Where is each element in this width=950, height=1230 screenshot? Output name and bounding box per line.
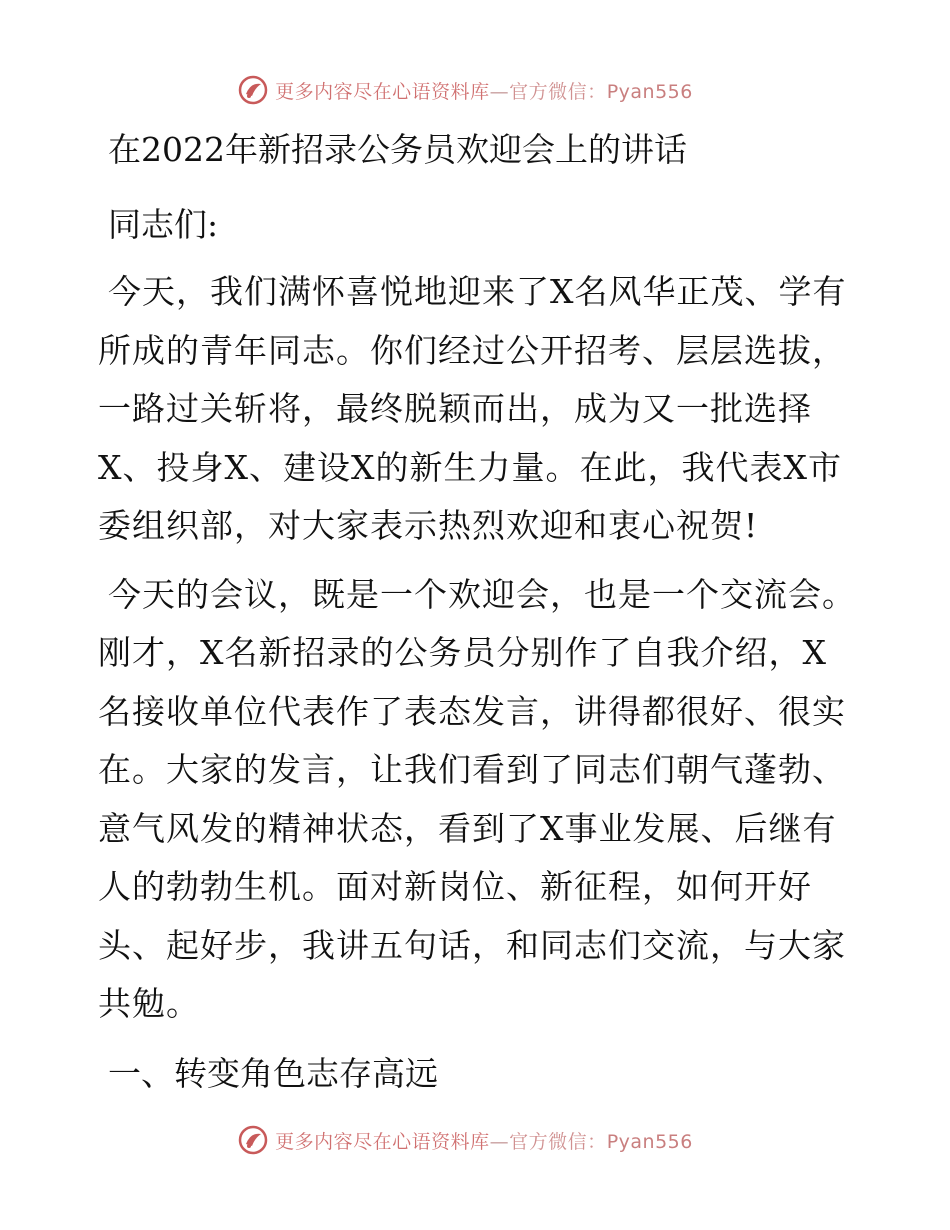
watermark-contact-id: Pyan556 bbox=[606, 80, 693, 103]
red-swirl-logo-icon bbox=[237, 74, 269, 106]
paragraph-1: 今天，我们满怀喜悦地迎来了X名风华正茂、学有所成的青年同志。你们经过公开招考、层层选拔，一路过关斩将，最终脱颖而出，成为又一批选择X、投身X、建设X的新生力量。在此，我代表X市委组织部，对大家表示热烈欢迎和衷心祝贺! bbox=[98, 272, 847, 545]
footer-watermark bbox=[0, 1120, 950, 1160]
document-title: 在2022年新招录公务员欢迎会上的讲话 bbox=[108, 130, 687, 169]
watermark-brand: 更多内容尽在心语资料库 bbox=[275, 80, 490, 103]
document-body bbox=[98, 120, 858, 1104]
watermark-contact-label: 官方微信： bbox=[509, 1130, 607, 1153]
watermark-brand: 更多内容尽在心语资料库 bbox=[275, 1130, 490, 1153]
watermark-text bbox=[275, 77, 693, 104]
watermark-separator: — bbox=[489, 80, 510, 103]
salutation: 同志们: bbox=[108, 205, 219, 244]
watermark-separator: — bbox=[489, 1130, 510, 1153]
section-heading: 一、转变角色志存高远 bbox=[108, 1053, 438, 1093]
watermark-contact-id: Pyan556 bbox=[606, 1130, 693, 1153]
header-watermark bbox=[0, 70, 950, 110]
watermark-contact-label: 官方微信： bbox=[509, 80, 607, 103]
watermark-text bbox=[275, 1127, 693, 1154]
paragraph-2: 今天的会议，既是一个欢迎会，也是一个交流会。刚才，X名新招录的公务员分别作了自我介绍，X名接收单位代表作了表态发言，讲得都很好、很实在。大家的发言，让我们看到了同志们朝气蓬勃、意气风发的精神状态，看到了X事业发展、后继有人的勃勃生机。面对新岗位、新征程，如何开好头、起好步，我讲五句话，和同志们交流，与大家共勉。 bbox=[98, 574, 856, 1023]
red-swirl-logo-icon bbox=[237, 1124, 269, 1156]
